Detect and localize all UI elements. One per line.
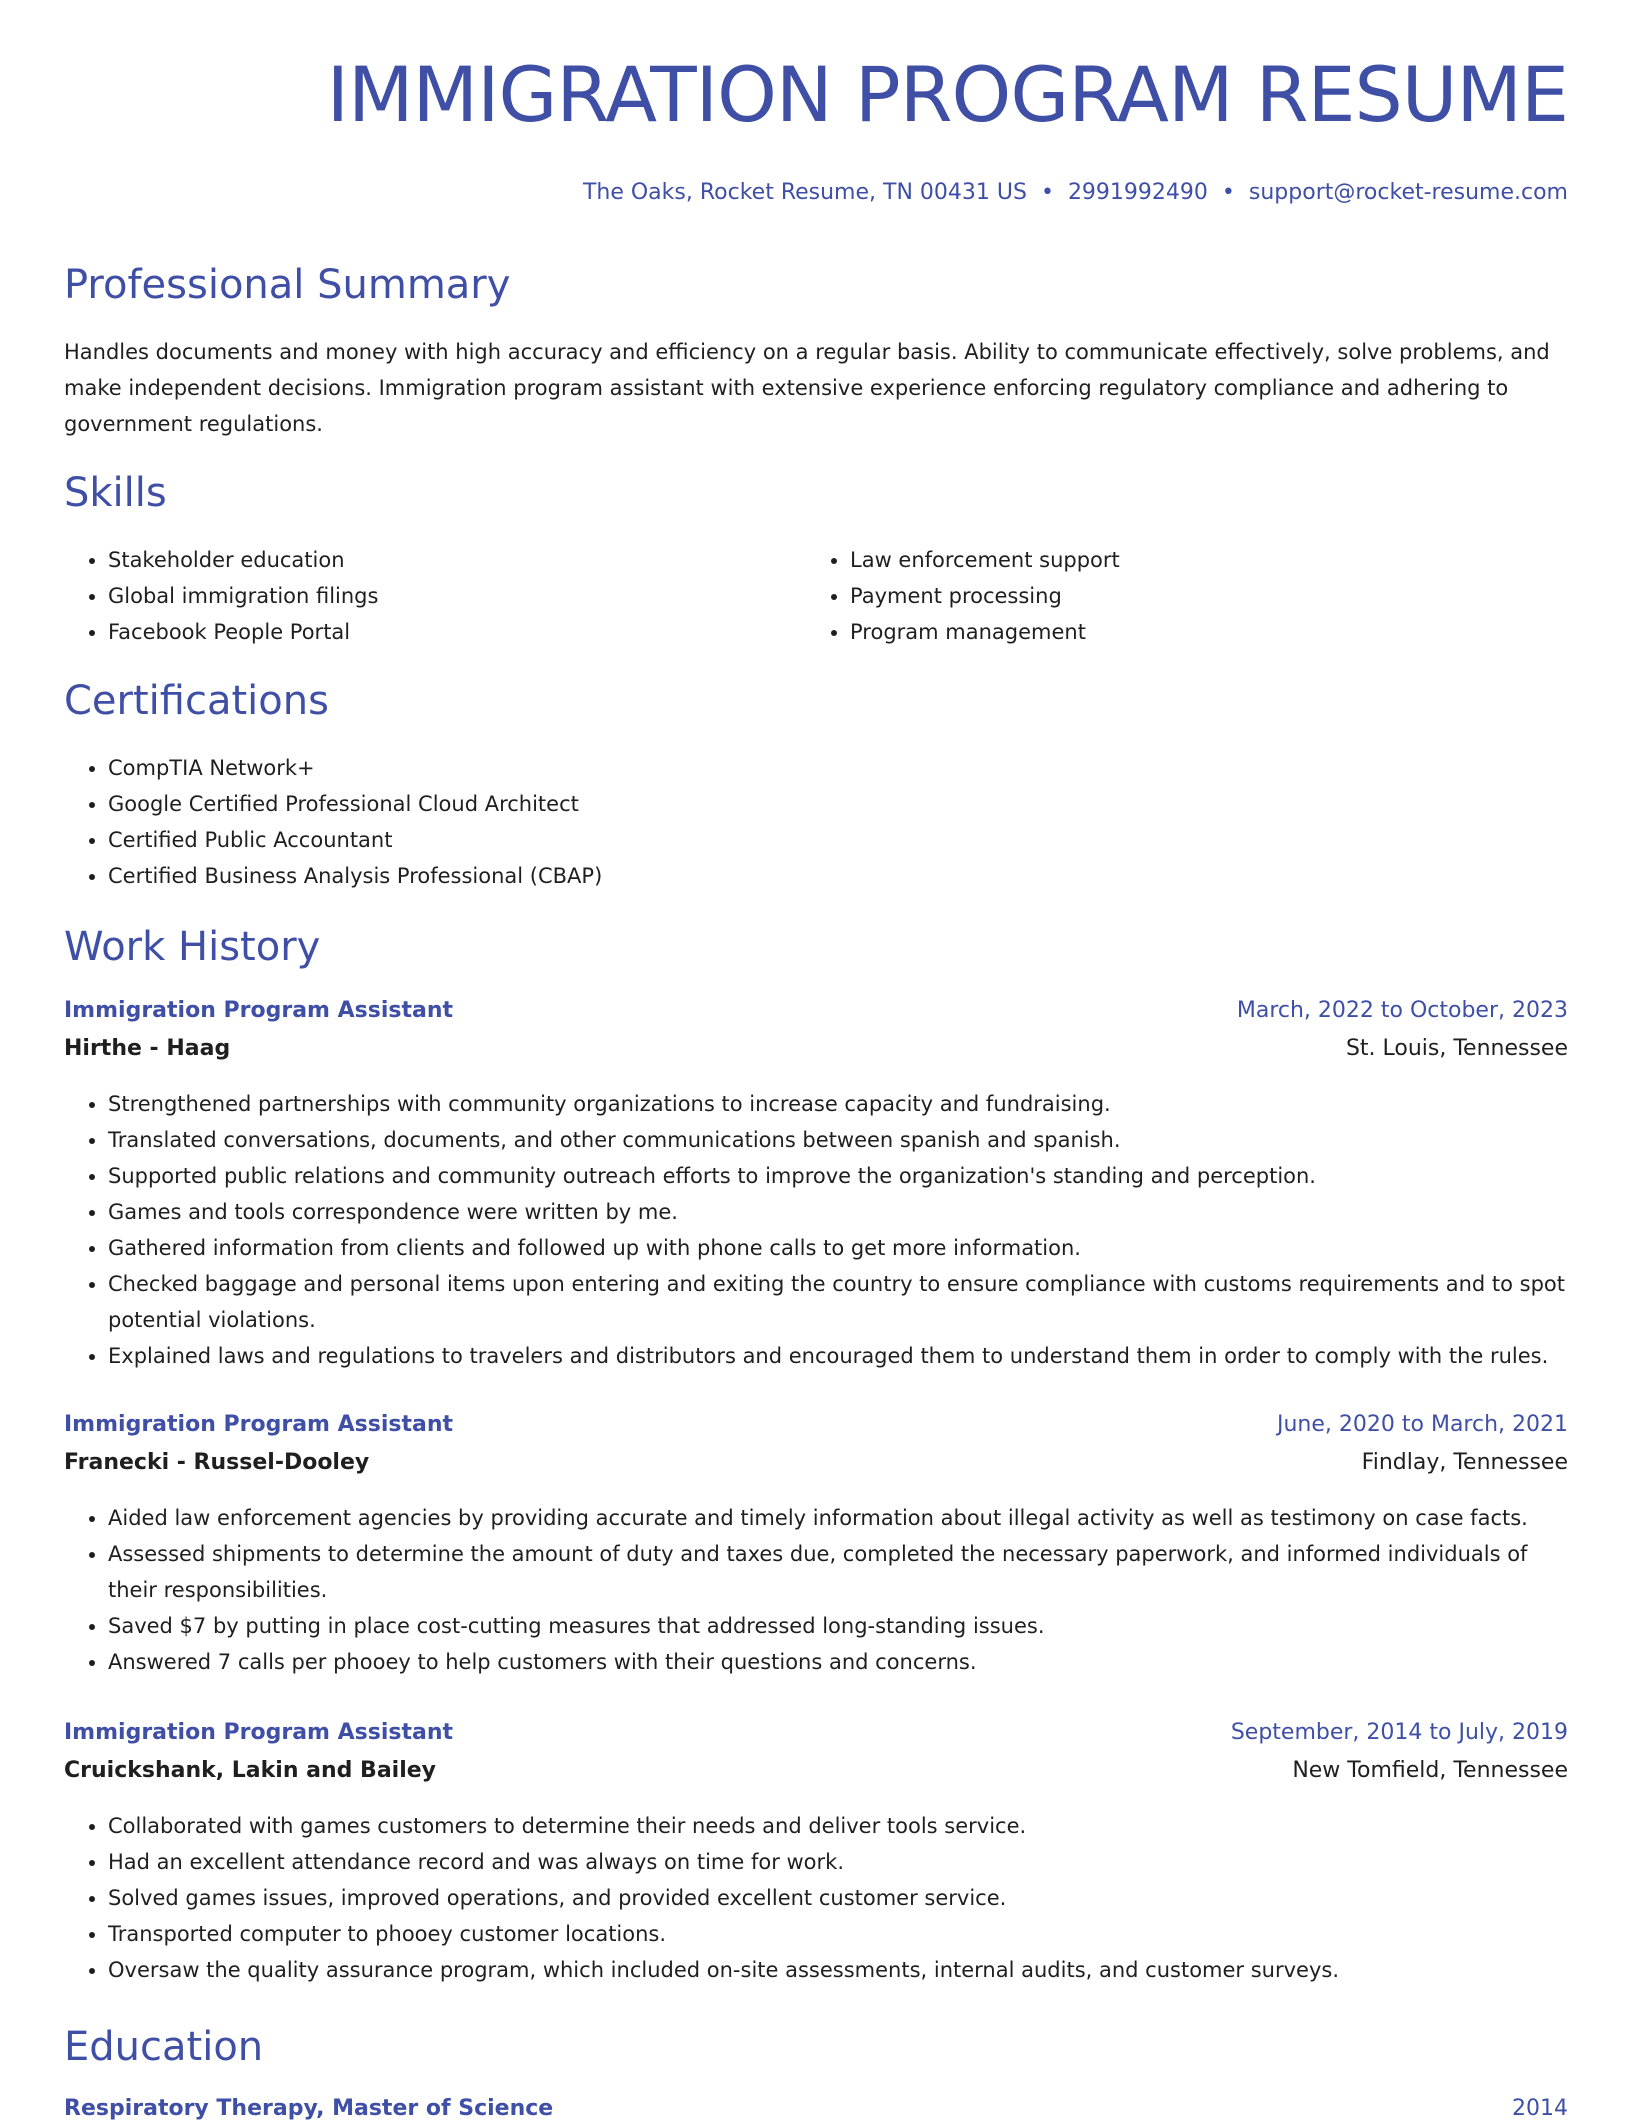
job-entry xyxy=(64,1720,1568,1988)
certifications-heading: Certifications xyxy=(64,678,329,724)
list-item: • Games and tools correspondence were written by me. xyxy=(108,1194,1568,1230)
list-item: • CompTIA Network+ xyxy=(108,750,1568,786)
summary-heading: Professional Summary xyxy=(64,262,511,308)
job-title: Immigration Program Assistant xyxy=(64,1412,454,1437)
resume-title: IMMIGRATION PROGRAM RESUME xyxy=(326,50,1568,139)
list-item: • Supported public relations and community outreach efforts to improve the organization's standing and perception. xyxy=(108,1158,1568,1194)
contact-separator: • xyxy=(1040,180,1054,205)
list-item: • Facebook People Portal xyxy=(108,614,764,650)
certifications-bullets xyxy=(64,750,1568,894)
list-item: • Gathered information from clients and followed up with phone calls to get more information. xyxy=(108,1230,1568,1266)
job-bullets xyxy=(64,1808,1568,1988)
list-item: • Collaborated with games customers to determine their needs and deliver tools service. xyxy=(108,1808,1568,1844)
list-item: • Answered 7 calls per phooey to help customers with their questions and concerns. xyxy=(108,1644,1568,1680)
skills-column-right xyxy=(806,542,1506,650)
list-item: • Transported computer to phooey customer locations. xyxy=(108,1916,1568,1952)
job-dates: March, 2022 to October, 2023 xyxy=(1236,998,1568,1023)
list-item: • Translated conversations, documents, and other communications between spanish and spanish. xyxy=(108,1122,1568,1158)
job-location: Findlay, Tennessee xyxy=(1361,1450,1568,1475)
certifications-list xyxy=(64,750,1568,894)
list-item: • Assessed shipments to determine the amount of duty and taxes due, completed the necessary paperwork, and informed individuals of their responsibilities. xyxy=(108,1536,1568,1608)
list-item: • Solved games issues, improved operations, and provided excellent customer service. xyxy=(108,1880,1568,1916)
job-employer: Franecki - Russel-Dooley xyxy=(64,1450,370,1475)
list-item: • Stakeholder education xyxy=(108,542,764,578)
contact-line xyxy=(583,180,1568,205)
job-title: Immigration Program Assistant xyxy=(64,1720,454,1745)
list-item: • Certified Public Accountant xyxy=(108,822,1568,858)
list-item: • Checked baggage and personal items upon entering and exiting the country to ensure compliance with customs requirements and to spot potential violations. xyxy=(108,1266,1568,1338)
job-dates: September, 2014 to July, 2019 xyxy=(1230,1720,1568,1745)
job-location: St. Louis, Tennessee xyxy=(1345,1036,1568,1061)
skills-list-left xyxy=(64,542,764,650)
list-item: • Aided law enforcement agencies by providing accurate and timely information about illegal activity as well as testimony on case facts. xyxy=(108,1500,1568,1536)
contact-separator: • xyxy=(1221,180,1235,205)
list-item: • Saved $7 by putting in place cost-cutting measures that addressed long-standing issues. xyxy=(108,1608,1568,1644)
summary-text: Handles documents and money with high accuracy and efficiency on a regular basis. Ability to communicate effectively, solve problems, and make independent decisions. Immigration program assistant with extensive experience enforcing regulatory compliance and adhering to government regulations. xyxy=(64,340,1550,436)
job-bullets xyxy=(64,1500,1568,1680)
job-title: Immigration Program Assistant xyxy=(64,998,454,1023)
list-item: • Explained laws and regulations to travelers and distributors and encouraged them to understand them in order to comply with the rules. xyxy=(108,1338,1568,1374)
list-item: • Had an excellent attendance record and was always on time for work. xyxy=(108,1844,1568,1880)
job-location: New Tomfield, Tennessee xyxy=(1292,1758,1568,1783)
job-employer-row xyxy=(64,1758,1568,1796)
job-employer-row xyxy=(64,1036,1568,1074)
list-item: • Program management xyxy=(850,614,1506,650)
job-employer: Cruickshank, Lakin and Bailey xyxy=(64,1758,437,1783)
work-history-heading: Work History xyxy=(64,924,321,970)
job-header-row xyxy=(64,1412,1568,1450)
job-header-row xyxy=(64,1720,1568,1758)
contact-email: support@rocket-resume.com xyxy=(1248,180,1568,205)
education-year: 2014 xyxy=(1512,2096,1568,2121)
skills-heading: Skills xyxy=(64,470,167,516)
job-employer: Hirthe - Haag xyxy=(64,1036,231,1061)
list-item: • Strengthened partnerships with community organizations to increase capacity and fundraising. xyxy=(108,1086,1568,1122)
skills-column-left xyxy=(64,542,764,650)
education-heading: Education xyxy=(64,2024,264,2070)
job-entry xyxy=(64,998,1568,1374)
job-employer-row xyxy=(64,1450,1568,1488)
job-dates: June, 2020 to March, 2021 xyxy=(1277,1412,1568,1437)
list-item: • Google Certified Professional Cloud Architect xyxy=(108,786,1568,822)
skills-list-right xyxy=(806,542,1506,650)
list-item: • Law enforcement support xyxy=(850,542,1506,578)
list-item: • Oversaw the quality assurance program, which included on-site assessments, internal audits, and customer surveys. xyxy=(108,1952,1568,1988)
education-degree: Respiratory Therapy, Master of Science xyxy=(64,2096,554,2121)
job-entry xyxy=(64,1412,1568,1680)
list-item: • Global immigration filings xyxy=(108,578,764,614)
list-item: • Certified Business Analysis Professional (CBAP) xyxy=(108,858,1568,894)
job-bullets xyxy=(64,1086,1568,1374)
contact-phone: 2991992490 xyxy=(1067,180,1208,205)
list-item: • Payment processing xyxy=(850,578,1506,614)
job-header-row xyxy=(64,998,1568,1036)
education-entry xyxy=(64,2096,1568,2126)
contact-address: The Oaks, Rocket Resume, TN 00431 US xyxy=(582,180,1027,205)
